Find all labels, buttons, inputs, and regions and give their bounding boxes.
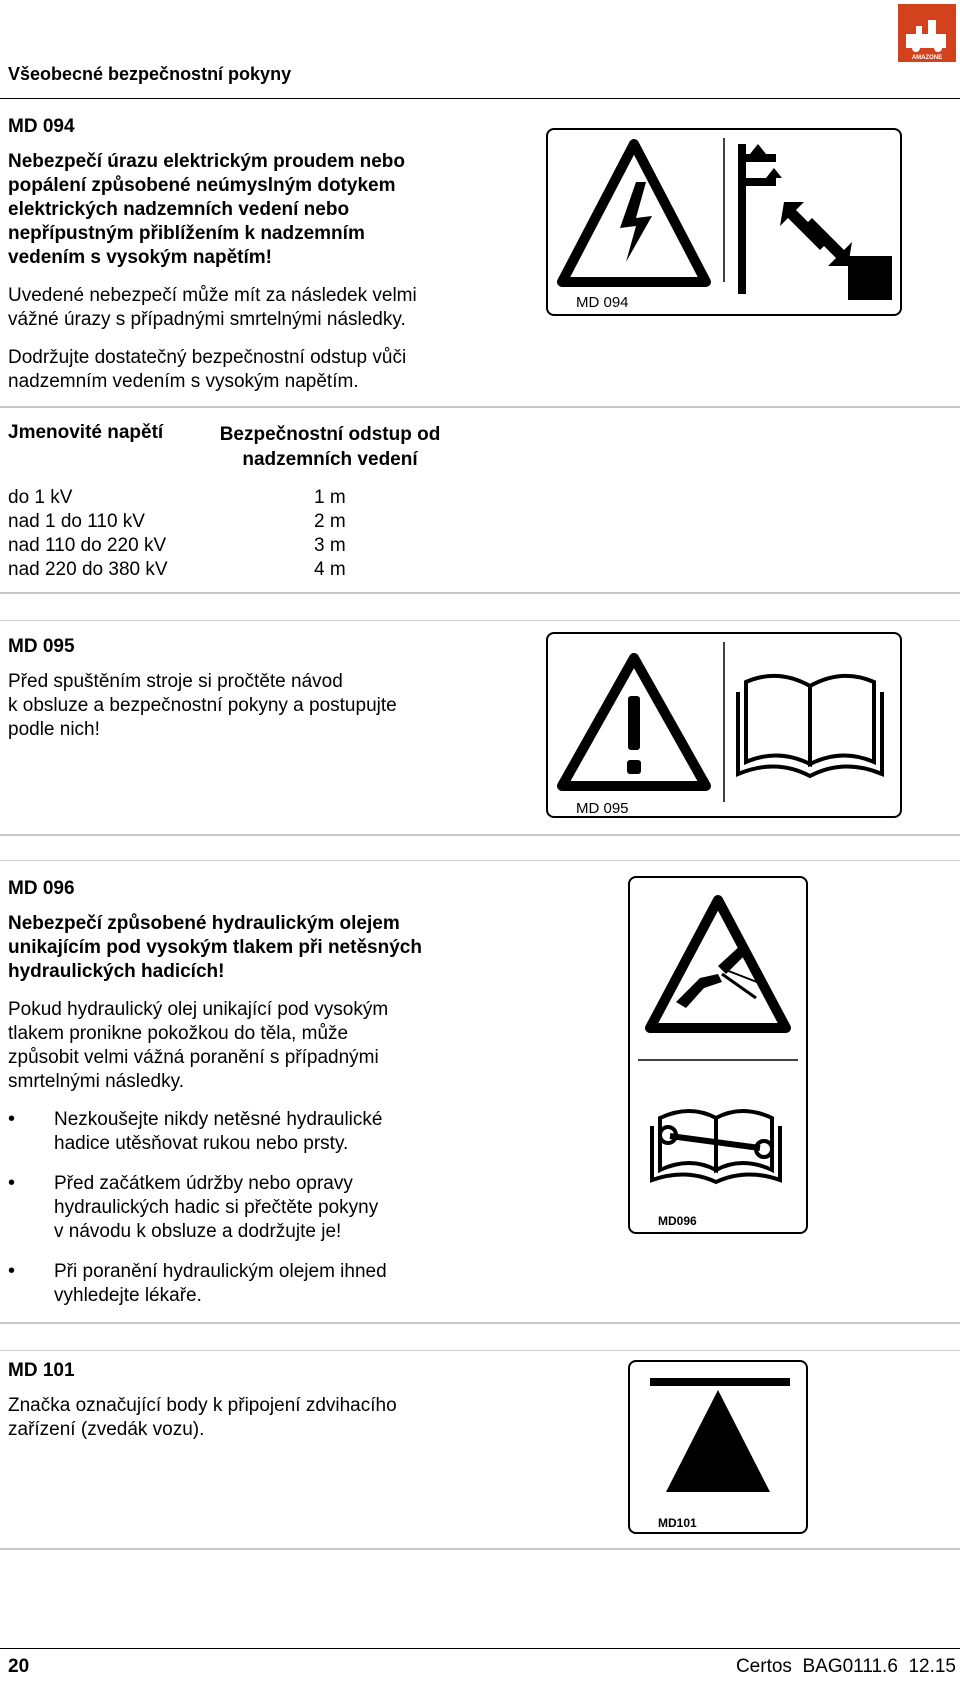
md096-warning-line: hydraulických hadicích! [8, 961, 225, 982]
md096-warning-line: Nebezpečí způsobené hydraulickým olejem [8, 913, 400, 934]
md096-warning [8, 912, 422, 984]
md096-bullet-line: Nezkoušejte nikdy netěsné hydraulické [54, 1109, 383, 1130]
md096-bullet-line: Při poranění hydraulickým olejem ihned [54, 1261, 387, 1282]
md096-bullet-line: hydraulických hadic si přečtěte pokyny [54, 1197, 379, 1218]
md096-bullet-line: Před začátkem údržby nebo opravy [54, 1173, 353, 1194]
md096-consequence-line: Pokud hydraulický olej unikající pod vysokým [8, 999, 389, 1020]
table-cell-distance: 3 m [314, 535, 346, 556]
md094-consequence-line: vážné úrazy s případnými smrtelnými následky. [8, 309, 406, 330]
md094-instruction [8, 346, 406, 394]
md095-sign-label: MD 095 [576, 800, 629, 817]
divider [0, 860, 960, 861]
md094-warning-line: elektrických nadzemních vedení nebo [8, 199, 350, 220]
md096-bullet-item [54, 1172, 378, 1244]
amazone-logo [898, 4, 956, 62]
table-cell-voltage: do 1 kV [8, 487, 73, 508]
md101-text [8, 1394, 397, 1442]
md094-warning-line: Nebezpečí úrazu elektrickým proudem nebo [8, 151, 406, 172]
md094-consequence-line: Uvedené nebezpečí může mít za následek velmi [8, 285, 417, 306]
md095-text-line: podle nich! [8, 719, 100, 740]
divider [0, 620, 960, 621]
footer-rule [0, 1648, 960, 1649]
table-header-distance-line: nadzemních vedení [242, 449, 418, 470]
distance-column [314, 486, 346, 582]
bullet-icon: • [8, 1260, 16, 1282]
md096-bullet-item [54, 1108, 382, 1156]
divider [0, 1548, 960, 1550]
md094-consequence [8, 284, 417, 332]
md101-sign [628, 1360, 808, 1534]
md095-text-line: k obsluze a bezpečnostní pokyny a postupujte [8, 695, 397, 716]
section-title-md095: MD 095 [8, 636, 75, 657]
md096-consequence-line: smrtelnými následky. [8, 1071, 184, 1092]
table-header-voltage: Jmenovité napětí [8, 422, 164, 443]
md094-warning-line: popálení způsobené neúmyslným dotykem [8, 175, 396, 196]
table-cell-voltage: nad 220 do 380 kV [8, 559, 168, 580]
md095-text [8, 670, 397, 742]
table-cell-voltage: nad 110 do 220 kV [8, 535, 167, 556]
md094-sign [546, 128, 902, 316]
md094-instruction-line: Dodržujte dostatečný bezpečnostní odstup vůči [8, 347, 407, 368]
md095-text-line: Před spuštěním stroje si pročtěte návod [8, 671, 343, 692]
md095-sign [546, 632, 902, 818]
md096-bullet-line: v návodu k obsluze a dodržujte je! [54, 1221, 342, 1242]
md096-warning-line: unikajícím pod vysokým tlakem při netěsných [8, 937, 422, 958]
svg-text:AMAZONE: AMAZONE [911, 55, 943, 61]
table-cell-distance: 4 m [314, 559, 346, 580]
divider [0, 1350, 960, 1351]
md096-sign-label: MD096 [658, 1214, 697, 1228]
md101-sign-label: MD101 [658, 1516, 697, 1530]
page-header-title: Všeobecné bezpečnostní pokyny [8, 64, 292, 84]
md101-text-line: zařízení (zvedák vozu). [8, 1419, 205, 1440]
md094-instruction-line: nadzemním vedením s vysokým napětím. [8, 371, 359, 392]
md096-bullet-line: vyhledejte lékaře. [54, 1285, 202, 1306]
section-title-md101: MD 101 [8, 1360, 75, 1381]
md094-sign-label: MD 094 [576, 294, 629, 311]
md096-consequence [8, 998, 388, 1094]
divider [0, 406, 960, 408]
table-header-distance-line: Bezpečnostní odstup od [219, 424, 441, 445]
divider [0, 834, 960, 836]
md094-warning [8, 150, 405, 270]
bullet-icon: • [8, 1108, 16, 1130]
md094-warning-line: nepřípustným přiblížením k nadzemním [8, 223, 365, 244]
section-title-md094: MD 094 [8, 116, 75, 137]
table-header-distance [210, 422, 450, 472]
md094-warning-line: vedením s vysokým napětím! [8, 247, 272, 268]
voltage-column [8, 486, 168, 582]
md101-text-line: Značka označující body k připojení zdvihacího [8, 1395, 397, 1416]
divider [0, 592, 960, 594]
document-reference: Certos BAG0111.6 12.15 [735, 1656, 956, 1677]
table-cell-distance: 2 m [314, 511, 346, 532]
md096-consequence-line: tlakem pronikne pokožkou do těla, může [8, 1023, 349, 1044]
md096-bullet-line: hadice utěsňovat rukou nebo prsty. [54, 1133, 349, 1154]
md096-sign [628, 876, 808, 1234]
md096-consequence-line: způsobit velmi vážná poranění s případnými [8, 1047, 379, 1068]
bullet-icon: • [8, 1172, 16, 1194]
table-cell-distance: 1 m [314, 487, 346, 508]
table-cell-voltage: nad 1 do 110 kV [8, 511, 145, 532]
page-number: 20 [8, 1656, 30, 1677]
divider [0, 1322, 960, 1324]
md096-bullet-item [54, 1260, 387, 1308]
section-title-md096: MD 096 [8, 878, 75, 899]
header-rule [0, 98, 960, 99]
